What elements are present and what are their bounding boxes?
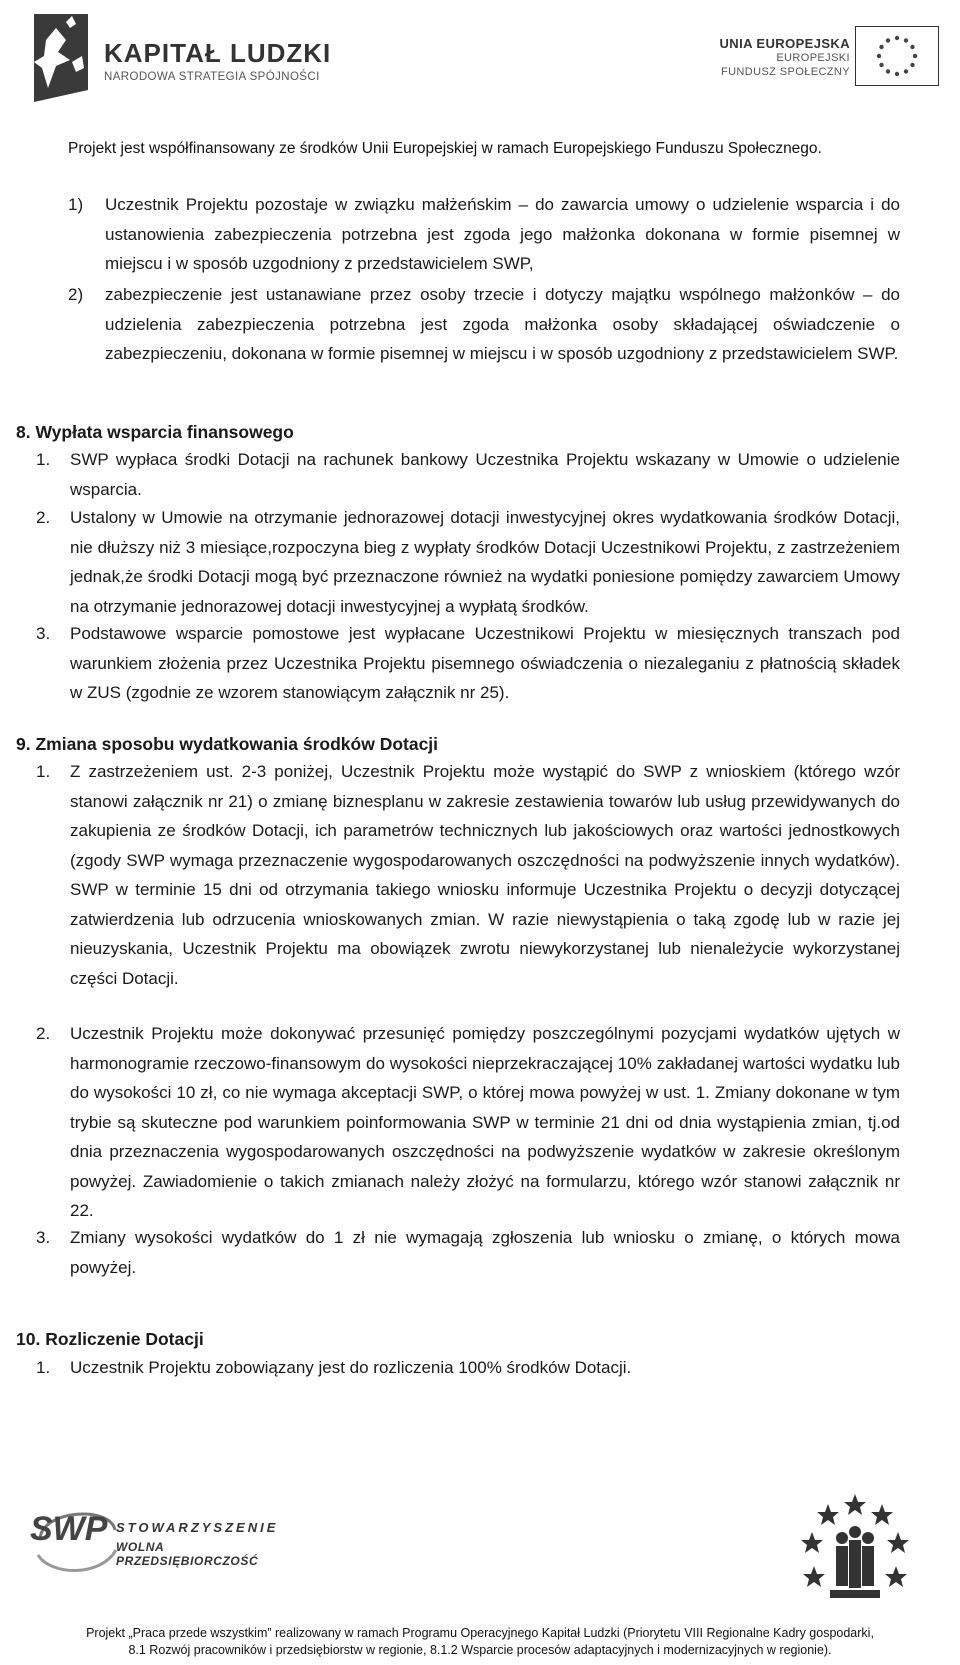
list-item: Z zastrzeżeniem ust. 2-3 poniżej, Uczestnik Projektu może wystąpić do SWP z wnioskiem (którego wzór stanowi załącznik nr 21) o zmianę biznesplanu w zakresie zestawienia towarów lub usług przewidywanych do zakupienia ze środków Dotacji, ich parametrów technicznych lub jakościowych oraz wartości jednostkowych (zgody SWP wymaga przeznaczenie wygospodarowanych oszczędności na podwyższenie innych wydatków). SWP w terminie 15 dni od otrzymania takiego wniosku informuje Uczestnika Projektu o decyzji dotyczącej zatwierdzenia lub odrzucenia wnioskowanych zmian. W razie niewystąpienia o taką zgodę lub w razie jej nieuzyskania, Uczestnik Projektu ma obowiązek zwrotu niewykorzystanej lub nienależycie wykorzystanej części Dotacji.	[70, 762, 900, 988]
kapital-ludzki-text	[104, 38, 331, 83]
swp-mark: SWP	[30, 1510, 108, 1548]
list-item: Uczestnik Projektu może dokonywać przesunięć pomiędzy poszczególnymi pozycjami wydatków ujętych w harmonogramie rzeczowo-finansowym do wysokości nieprzekraczającej 10% zakładanej wartości wydatku lub do wysokości 10 zł, co nie wymaga akceptacji SWP, o której mowa powyżej w ust. 1. Zmiany dokonane w tym trybie są skuteczne pod warunkiem poinformowania SWP w terminie 21 dni od dnia wystąpienia zmian, tj.od dnia przeznaczenia wygospodarowanych oszczędności na podwyższenie wydatków w zakresie określonym powyżej. Zawiadomienie o takich zmianach należy złożyć na formularzu, którego wzór stanowi załącznik nr 22.	[70, 1024, 900, 1220]
list-item-number: 1.	[36, 1358, 51, 1377]
swp-logo	[30, 1500, 279, 1580]
list-item-number: 2)	[68, 285, 84, 304]
list-item-number: 1)	[68, 195, 84, 214]
list-item: Zmiany wysokości wydatków do 1 zł nie wymagają zgłoszenia lub wniosku o zmianę, o których mowa powyżej.	[70, 1228, 900, 1277]
swp-line2: WOLNA PRZEDSIĘBIORCZOŚĆ	[116, 1540, 259, 1568]
list-item-number: 3.	[36, 624, 51, 643]
section-8-title: 8. Wypłata wsparcia finansowego	[16, 422, 294, 442]
section-9-title: 9. Zmiana sposobu wydatkowania środków Dotacji	[16, 734, 439, 754]
list-item-number: 2.	[36, 1024, 51, 1043]
list-item-number: 1.	[36, 762, 51, 781]
page-header	[0, 0, 960, 130]
kapital-ludzki-logo-icon	[26, 10, 96, 105]
eu-flag-icon	[855, 26, 939, 86]
list-item: Ustalony w Umowie na otrzymanie jednorazowej dotacji inwestycyjnej okres wydatkowania środków Dotacji, nie dłuższy niż 3 miesiące,rozpoczyna bieg z wypłaty środków Dotacji Uczestnikowi Projektu, z zastrzeżeniem jednak,że środki Dotacji mogą być przeznaczone również na wydatki poniesione pomiędzy zawarciem Umowy na otrzymanie jednorazowej dotacji inwestycyjnej a wypłatą środków.	[70, 508, 900, 616]
swp-line1: STOWARZYSZENIE	[116, 1520, 279, 1535]
stars-figures-logo-icon	[800, 1490, 910, 1610]
kl-title: KAPITAŁ LUDZKI	[104, 38, 332, 68]
ue-line2: FUNDUSZ SPOŁECZNY	[720, 66, 850, 78]
list-item: Uczestnik Projektu pozostaje w związku małżeńskim – do zawarcia umowy o udzielenie wsparcia i do ustanowienia zabezpieczenia potrzebna jest zgoda jego małżonka dokonana w formie pisemnej w miejscu i w sposób uzgodniony z przedstawicielem SWP,	[105, 195, 900, 273]
section-10-title: 10. Rozliczenie Dotacji	[16, 1329, 204, 1349]
list-item: SWP wypłaca środki Dotacji na rachunek bankowy Uczestnika Projektu wskazany w Umowie o udzielenie wsparcia.	[70, 450, 900, 499]
list-item-number: 3.	[36, 1228, 51, 1247]
list-item-number: 2.	[36, 508, 51, 527]
footer-line-1: Projekt „Praca przede wszystkim” realizowany w ramach Programu Operacyjnego Kapitał Ludzki (Priorytetu VIII Regionalne Kadry gospodarki,	[86, 1626, 874, 1640]
ue-title: UNIA EUROPEJSKA	[719, 36, 850, 51]
ue-line1: EUROPEJSKI	[776, 52, 850, 64]
kl-subtitle: NARODOWA STRATEGIA SPÓJNOŚCI	[104, 71, 320, 83]
list-item: Podstawowe wsparcie pomostowe jest wypłacane Uczestnikowi Projektu w miesięcznych transzach pod warunkiem złożenia przez Uczestnika Projektu pisemnego oświadczenia o niezaleganiu z płatnością składek w ZUS (zgodnie ze wzorem stanowiącym załącznik nr 25).	[70, 624, 900, 702]
list-item-number: 1.	[36, 450, 51, 469]
cofinancing-note: Projekt jest współfinansowany ze środków Unii Europejskiej w ramach Europejskiego Funduszu Społecznego.	[68, 140, 822, 157]
list-item: zabezpieczenie jest ustanawiane przez osoby trzecie i dotyczy majątku wspólnego małżonków – do udzielenia zabezpieczenia potrzebna jest zgoda małżonka osoby składającej oświadczenie o zabezpieczeniu, dokonana w formie pisemnej w miejscu i w sposób uzgodniony z przedstawicielem SWP.	[105, 285, 900, 363]
list-item: Uczestnik Projektu zobowiązany jest do rozliczenia 100% środków Dotacji.	[70, 1358, 632, 1377]
footer-line-2: 8.1 Rozwój pracowników i przedsiębiorstw w regionie, 8.1.2 Wsparcie procesów adaptacyjnych i modernizacyjnych w regionie).	[128, 1643, 832, 1657]
ue-text	[700, 36, 850, 79]
footer-note	[0, 1625, 960, 1659]
